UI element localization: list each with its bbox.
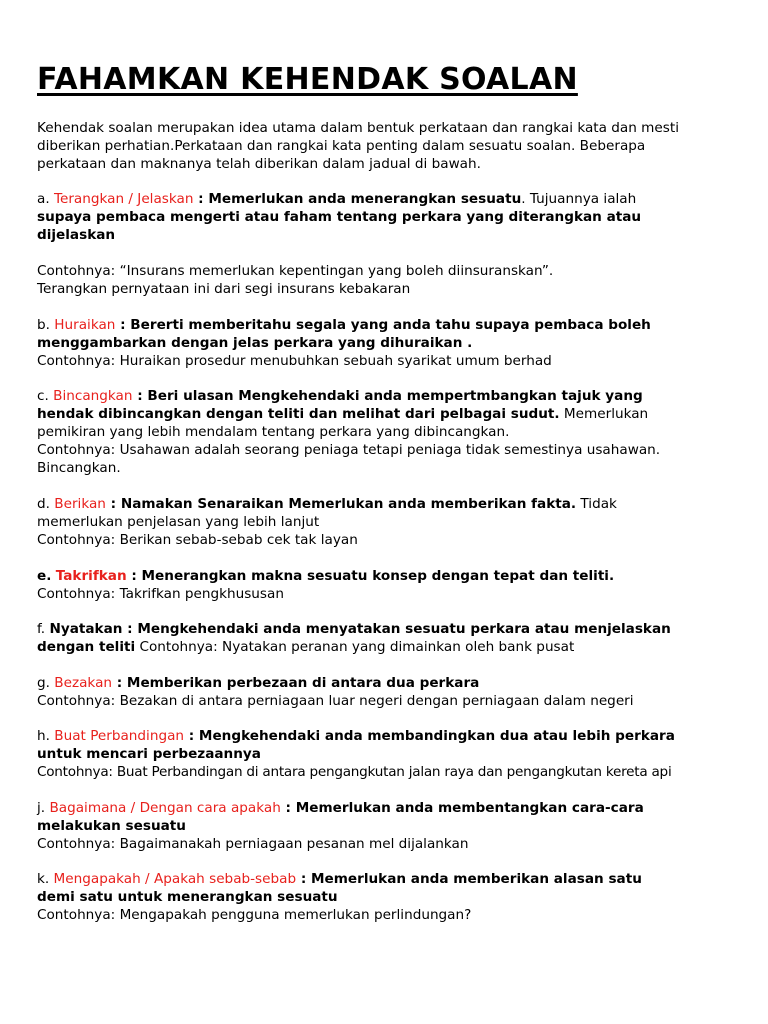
item-d-line-1 [37, 495, 737, 513]
item-j-line-2: melakukan sesuatu [37, 818, 186, 834]
item-term: Takrifkan [55, 568, 127, 584]
item-k-line-2: demi satu untuk menerangkan sesuatu [37, 889, 338, 905]
item-c-example: Contohnya: Usahawan adalah seorang peniaga tetapi peniaga tidak semestinya usahawan. [37, 442, 661, 458]
item-definition: : Memerlukan anda menerangkan sesuatu [193, 191, 522, 207]
item-definition: : Memerlukan anda memberikan alasan satu [296, 871, 642, 887]
item-term: Mengapakah / Apakah sebab-sebab [53, 871, 297, 887]
item-definition: dengan teliti [37, 639, 136, 655]
intro-line: Kehendak soalan merupakan idea utama dalam bentuk perkataan dan rangkai kata dan mesti [37, 120, 679, 136]
item-c-line-2 [37, 405, 737, 423]
item-h-line-2: untuk mencari perbezaannya [37, 746, 261, 762]
page-title: FAHAMKAN KEHENDAK SOALAN [37, 62, 578, 97]
item-c-line-1 [37, 387, 737, 405]
item-e-line-1 [37, 567, 737, 585]
item-definition: : Mengkehendaki anda membandingkan dua atau lebih perkara [184, 728, 675, 744]
item-d-example: Contohnya: Berikan sebab-sebab cek tak layan [37, 532, 358, 548]
item-g-line-1 [37, 674, 737, 692]
item-definition: : Menerangkan makna sesuatu konsep dengan tepat dan teliti. [126, 568, 615, 584]
item-g-example: Contohnya: Bezakan di antara perniagaan luar negeri dengan perniagaan dalam negeri [37, 693, 634, 709]
item-term: Bincangkan [53, 388, 133, 404]
item-f-example: Contohnya: Nyatakan peranan yang dimainkan oleh bank pusat [135, 639, 575, 655]
item-text: Memerlukan [559, 406, 649, 422]
item-term: Bagaimana / Dengan cara apakah [49, 800, 281, 816]
item-definition: : Mengkehendaki anda menyatakan sesuatu perkara atau menjelaskan [122, 621, 671, 637]
item-a-line-3: dijelaskan [37, 227, 116, 243]
item-letter: e. [37, 568, 52, 584]
item-letter: k. [37, 871, 50, 887]
intro-line: perkataan dan maknanya telah diberikan dalam jadual di bawah. [37, 156, 481, 172]
item-f [37, 620, 737, 656]
item-definition: : Namakan Senaraikan Memerlukan anda memberikan fakta. [105, 496, 577, 512]
item-b-example: Contohnya: Huraikan prosedur menubuhkan sebuah syarikat umum berhad [37, 353, 552, 369]
item-j-example: Contohnya: Bagaimanakah perniagaan pesanan mel dijalankan [37, 836, 469, 852]
intro-paragraph [37, 119, 737, 173]
item-a-example-2: Terangkan pernyataan ini dari segi insurans kebakaran [37, 281, 411, 297]
item-b-line-1 [37, 316, 737, 334]
item-h-line-1 [37, 727, 737, 745]
item-definition: : Memberikan perbezaan di antara dua perkara [112, 675, 480, 691]
item-h [37, 727, 737, 781]
item-letter: g. [37, 675, 50, 691]
item-definition: : Beri ulasan Mengkehendaki anda mempertmbangkan tajuk yang [132, 388, 643, 404]
item-d [37, 495, 737, 549]
item-term: Terangkan / Jelaskan [53, 191, 194, 207]
item-k-line-1 [37, 870, 737, 888]
item-a-line-1 [37, 190, 737, 208]
item-letter: h. [37, 728, 50, 744]
item-term: Berikan [54, 496, 106, 512]
item-definition: : Bererti memberitahu segala yang anda tahu supaya pembaca boleh [115, 317, 651, 333]
item-term: Nyatakan [49, 621, 123, 637]
item-letter: c. [37, 388, 49, 404]
item-f-line-1 [37, 620, 737, 638]
item-c [37, 387, 737, 477]
item-k [37, 870, 737, 924]
item-letter: b. [37, 317, 50, 333]
item-term: Buat Perbandingan [54, 728, 185, 744]
item-a-example: Contohnya: “Insurans memerlukan kepentingan yang boleh diinsuranskan”. [37, 263, 554, 279]
item-g [37, 674, 737, 710]
item-letter: j. [37, 800, 46, 816]
item-d-line-2: memerlukan penjelasan yang lebih lanjut [37, 514, 320, 530]
item-j-line-1 [37, 799, 737, 817]
item-term: Huraikan [54, 317, 116, 333]
item-k-example: Contohnya: Mengapakah pengguna memerlukan perlindungan? [37, 907, 472, 923]
item-c-example-2: Bincangkan. [37, 460, 121, 476]
intro-line: diberikan perhatian.Perkataan dan rangkai kata penting dalam sesuatu soalan. Beberapa [37, 138, 646, 154]
item-e [37, 567, 737, 603]
item-f-line-2 [37, 638, 737, 656]
item-text: . Tujuannya ialah [521, 191, 637, 207]
item-b [37, 316, 737, 370]
item-j [37, 799, 737, 853]
item-letter: a. [37, 191, 50, 207]
item-letter: d. [37, 496, 50, 512]
item-c-line-3: pemikiran yang lebih mendalam tentang perkara yang dibincangkan. [37, 424, 510, 440]
item-text: Tidak [576, 496, 617, 512]
item-a-line-2: supaya pembaca mengerti atau faham tentang perkara yang diterangkan atau [37, 209, 642, 225]
item-definition: : Memerlukan anda membentangkan cara-cara [280, 800, 644, 816]
item-h-example: Contohnya: Buat Perbandingan di antara pengangkutan jalan raya dan pengangkutan kereta api [37, 764, 672, 780]
item-letter: f. [37, 621, 46, 637]
item-b-line-2: menggambarkan dengan jelas perkara yang dihuraikan . [37, 335, 473, 351]
item-term: Bezakan [54, 675, 113, 691]
item-a [37, 190, 737, 298]
item-e-example: Contohnya: Takrifkan pengkhususan [37, 586, 284, 602]
item-definition: hendak dibincangkan dengan teliti dan melihat dari pelbagai sudut. [37, 406, 560, 422]
